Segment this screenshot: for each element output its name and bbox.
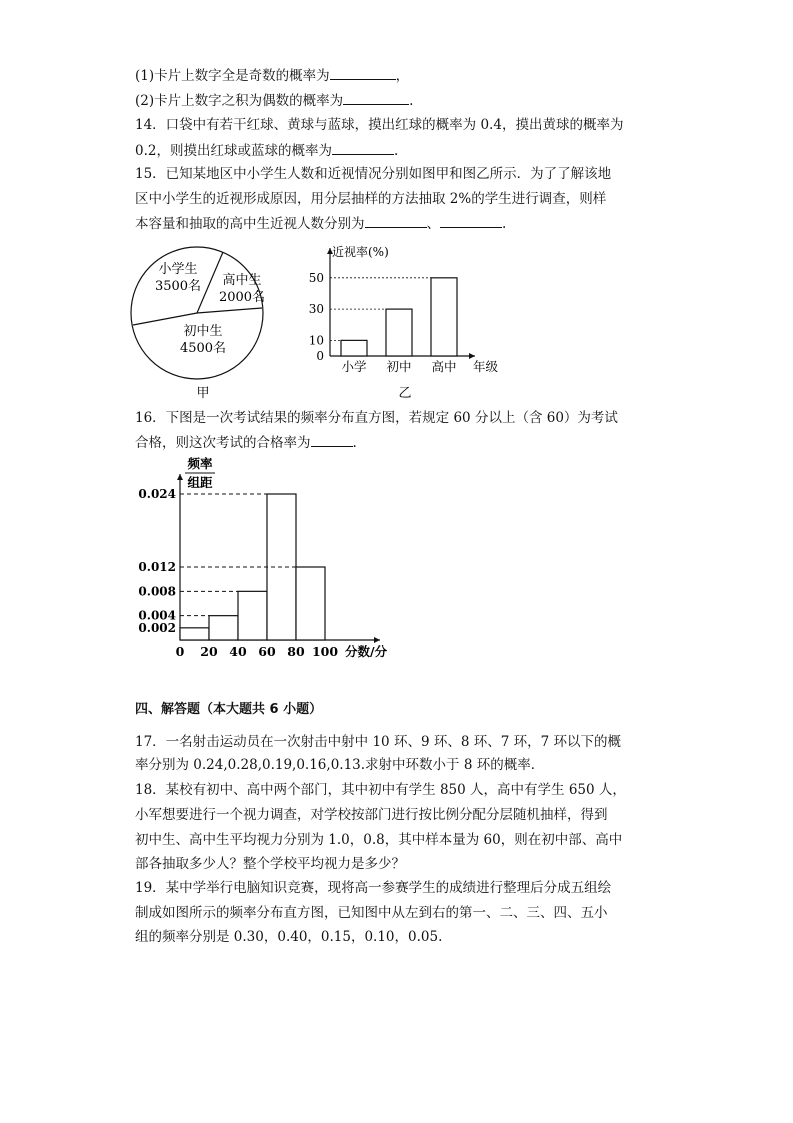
bar-caption: 乙 [398, 386, 412, 401]
answer-blank[interactable] [311, 432, 353, 447]
q14-line2: 0.2，则摸出红球或蓝球的概率为 . [135, 140, 398, 161]
q16-line2: 合格，则这次考试的合格率为 . [135, 432, 357, 453]
pie-chart [125, 240, 275, 410]
y-tick-label: 50 [308, 270, 324, 285]
q13-sub1: (1)卡片上数字全是奇数的概率为 ， [135, 65, 409, 86]
y-axis-arrow [177, 474, 183, 480]
x-tick-label: 40 [229, 644, 247, 659]
x-tick-label: 初中 [386, 359, 412, 374]
histogram-bar [180, 628, 209, 640]
q18-line1: 18．某校有初中、高中两个部门，其中初中有学生 850 人，高中有学生 650 人， [135, 782, 626, 798]
q18-line3: 初中生、高中生平均视力分别为 1.0，0.8，其中样本量为 60，则在初中部、高中 [135, 832, 623, 848]
y-tick-label: 0.004 [138, 608, 176, 623]
x-tick-label: 60 [258, 644, 276, 659]
bar [386, 309, 412, 356]
q18-line4: 部各抽取多少人？整个学校平均视力是多少？ [135, 856, 405, 872]
q19-line1: 19．某中学举行电脑知识竞赛，现将高一参赛学生的成绩进行整理后分成五组绘 [135, 880, 612, 896]
answer-blank[interactable] [365, 213, 427, 228]
q15-line1: 15．已知某地区中小学生人数和近视情况分别如图甲和图乙所示．为了了解该地 [135, 166, 612, 182]
x-axis-label: 分数/分 [345, 644, 388, 659]
answer-blank[interactable] [330, 65, 396, 80]
section-heading: 四、解答题（本大题共 6 小题） [135, 702, 323, 717]
pie-slice-label: 2000名 [218, 290, 266, 305]
y-tick-label: 0.012 [138, 560, 176, 574]
pie-slice-label: 4500名 [179, 341, 227, 356]
bar-chart-myopia [300, 240, 510, 410]
histogram-bar [209, 616, 238, 640]
answer-blank[interactable] [343, 90, 409, 105]
q16-line1: 16．下图是一次考试结果的频率分布直方图，若规定 60 分以上（含 60）为考试 [135, 410, 618, 426]
q15-line3: 本容量和抽取的高中生近视人数分别为 、 . [135, 213, 506, 234]
answer-blank[interactable] [332, 140, 394, 155]
q19-line3: 组的频率分别是 0.30，0.40，0.15，0.10，0.05. [135, 929, 443, 945]
histogram-bar [296, 567, 325, 640]
x-tick-label: 100 [311, 644, 339, 659]
x-tick-label: 80 [287, 644, 305, 659]
q17-line2: 率分别为 0.24,0.28,0.19,0.16,0.13.求射中环数小于 8 环的概率． [135, 757, 545, 773]
y-tick-label: 0.002 [138, 620, 176, 635]
answer-blank[interactable] [440, 213, 502, 228]
q17-line1: 17．一名射击运动员在一次射击中射中 10 环、9 环、8 环、7 环，7 环以下的概 [135, 734, 621, 750]
x-tick-label: 20 [200, 644, 218, 659]
q15-line2: 区中小学生的近视形成原因，用分层抽样的方法抽取 2%的学生进行调查，则样 [135, 191, 607, 207]
x-axis-label: 年级 [473, 359, 499, 374]
y-tick-label: 10 [308, 333, 324, 348]
bar [341, 340, 367, 356]
x-axis-arrow [374, 637, 380, 643]
pie-slice-name: 初中生 [183, 324, 223, 339]
y-axis-label: 组距 [187, 475, 213, 490]
y-tick-label: 30 [308, 302, 324, 317]
pie-slice-label: 3500名 [154, 279, 202, 294]
q13-sub2: (2)卡片上数字之积为偶数的概率为 . [135, 90, 413, 111]
histogram-bar [238, 591, 267, 640]
q18-line2: 小军想要进行一个视力调查，对学校按部门进行按比例分配分层随机抽样，得到 [135, 807, 608, 823]
y-tick-label: 0 [316, 349, 324, 363]
y-axis-label: 近视率(%) [332, 245, 389, 259]
frequency-histogram [125, 452, 425, 667]
q14-line1: 14．口袋中有若干红球、黄球与蓝球，摸出红球的概率为 0.4，摸出黄球的概率为 [135, 117, 624, 133]
pie-slice-name: 高中生 [222, 273, 262, 288]
x-tick-label: 高中 [431, 359, 457, 374]
y-tick-label: 0.024 [138, 487, 176, 501]
pie-slice-name: 小学生 [158, 262, 198, 277]
pie-caption: 甲 [196, 386, 210, 401]
q19-line2: 制成如图所示的频率分布直方图，已知图中从左到右的第一、二、三、四、五小 [135, 905, 608, 921]
x-tick-label: 小学 [341, 359, 367, 374]
y-tick-label: 0.008 [138, 584, 176, 599]
bar [431, 278, 457, 356]
y-axis-label: 频率 [187, 456, 213, 471]
x-tick-label: 0 [175, 644, 185, 659]
